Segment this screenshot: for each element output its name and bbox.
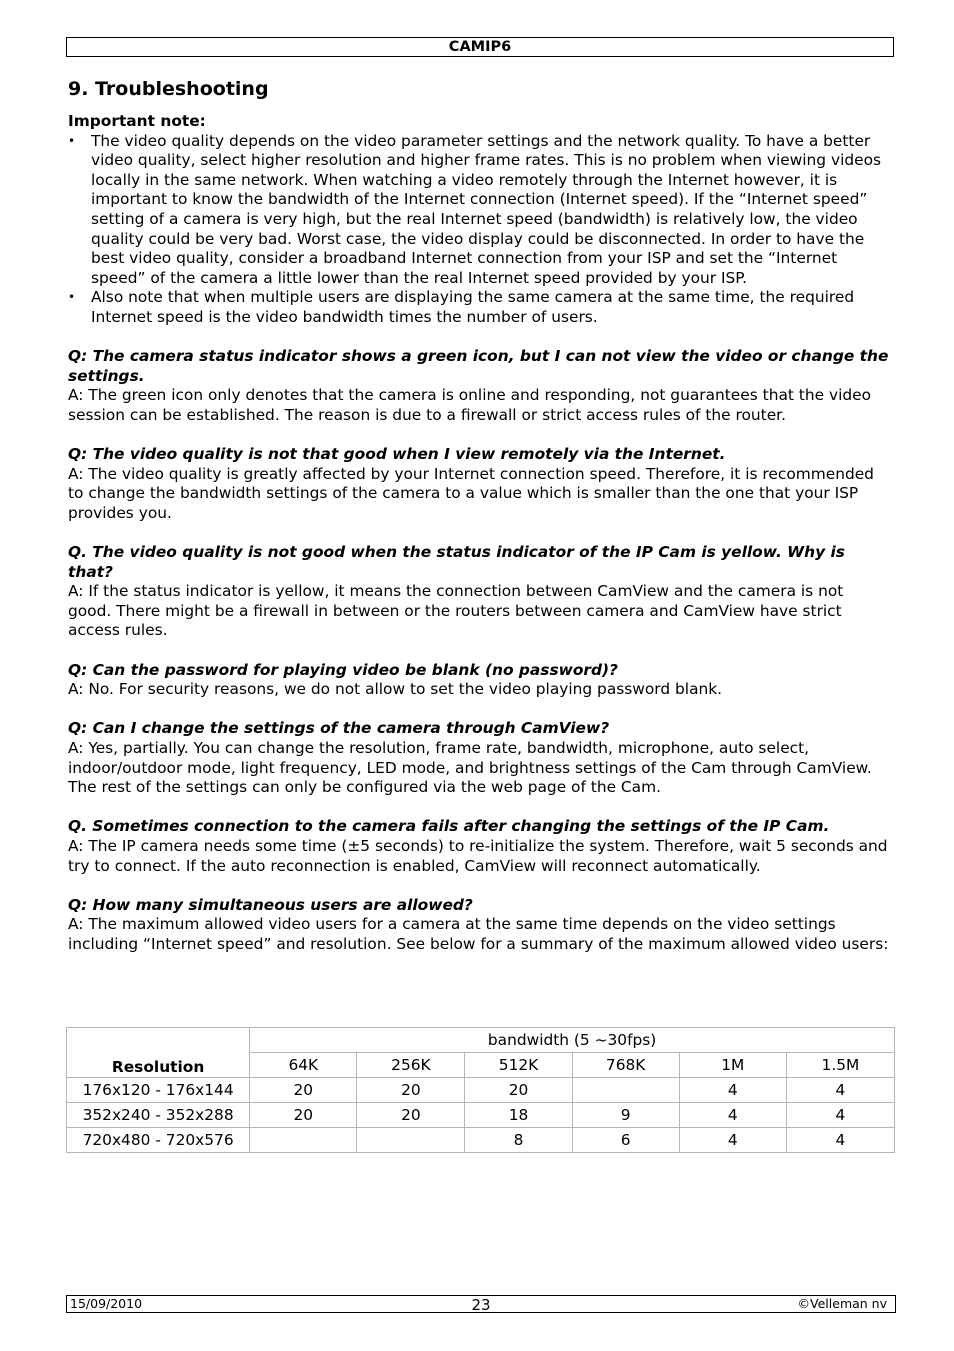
table-cell: 4 <box>679 1103 786 1128</box>
faq-item <box>68 661 890 700</box>
table-cell: 4 <box>679 1078 786 1103</box>
table-cell: 20 <box>357 1103 465 1128</box>
page-content <box>68 76 890 955</box>
bullet-icon: • <box>68 290 76 305</box>
footer-copyright: ©Velleman nv <box>797 1296 887 1311</box>
important-note-title: Important note: <box>68 112 206 130</box>
faq-question: Q. The video quality is not good when the status indicator of the IP Cam is yellow. Why is that? <box>68 543 845 581</box>
bullet-icon: • <box>68 133 76 148</box>
model-name: CAMIP6 <box>448 39 512 55</box>
important-note-list <box>68 132 890 328</box>
bandwidth-header: bandwidth (5 ~30fps) <box>250 1028 895 1053</box>
note-text: Also note that when multiple users are displaying the same camera at the same time, the required Internet speed is the video bandwidth times the number of users. <box>91 288 855 326</box>
faq-item <box>68 347 890 425</box>
row-label: 352x240 - 352x288 <box>67 1103 250 1128</box>
table-cell: 4 <box>786 1128 894 1153</box>
table-cell: 20 <box>250 1103 357 1128</box>
table-cell: 8 <box>465 1128 572 1153</box>
table-cell: 6 <box>572 1128 679 1153</box>
column-header: 768K <box>572 1053 679 1078</box>
table-cell: 4 <box>679 1128 786 1153</box>
faq-item <box>68 445 890 523</box>
table-row <box>67 1078 895 1103</box>
section-title: 9. Troubleshooting <box>68 78 269 100</box>
faq-item <box>68 719 890 797</box>
row-label: 176x120 - 176x144 <box>67 1078 250 1103</box>
faq-question: Q: The camera status indicator shows a green icon, but I can not view the video or change the settings. <box>68 347 889 385</box>
faq-answer: A: The video quality is greatly affected by your Internet connection speed. Therefore, it is recommended to change the bandwidth settings of the camera to a value which is smaller than the one that your ISP provides you. <box>68 464 874 522</box>
footer-date: 15/09/2010 <box>70 1296 143 1311</box>
table-header-row <box>67 1028 895 1053</box>
list-item <box>68 288 890 327</box>
column-header: 64K <box>250 1053 357 1078</box>
faq-item <box>68 543 890 641</box>
list-item <box>68 132 890 289</box>
table-cell: 4 <box>786 1078 894 1103</box>
table-cell <box>357 1128 465 1153</box>
table-cell <box>572 1078 679 1103</box>
table-cell: 20 <box>357 1078 465 1103</box>
table-cell: 4 <box>786 1103 894 1128</box>
faq-question: Q. Sometimes connection to the camera fails after changing the settings of the IP Cam. <box>68 817 830 836</box>
faq-answer: A: The IP camera needs some time (±5 seconds) to re-initialize the system. Therefore, wait 5 seconds and try to connect. If the auto reconnection is enabled, CamView will reconnect automatically. <box>68 836 888 875</box>
faq-answer: A: Yes, partially. You can change the resolution, frame rate, bandwidth, microphone, auto select, indoor/outdoor mode, light frequency, LED mode, and brightness settings of the Cam through CamView. The rest of the settings can only be configured via the web page of the Cam. <box>68 739 872 797</box>
column-header: 1M <box>679 1053 786 1078</box>
faq-question: Q: The video quality is not that good when I view remotely via the Internet. <box>68 445 726 464</box>
table-row <box>67 1103 895 1128</box>
row-label: 720x480 - 720x576 <box>67 1128 250 1153</box>
faq-answer: A: No. For security reasons, we do not allow to set the video playing password blank. <box>68 680 723 699</box>
max-users-table <box>66 1027 895 1153</box>
table-cell: 9 <box>572 1103 679 1128</box>
faq-question: Q: Can I change the settings of the camera through CamView? <box>68 719 610 738</box>
column-header: 1.5M <box>786 1053 894 1078</box>
document-header <box>66 37 894 57</box>
faq-item <box>68 817 890 876</box>
faq-question: Q: How many simultaneous users are allowed? <box>68 895 473 914</box>
document-footer <box>66 1295 896 1313</box>
table-cell: 18 <box>465 1103 572 1128</box>
faq-answer: A: The maximum allowed video users for a camera at the same time depends on the video settings including “Internet speed” and resolution. See below for a summary of the maximum allowed video users: <box>68 915 889 953</box>
table-cell: 20 <box>465 1078 572 1103</box>
note-text: The video quality depends on the video parameter settings and the network quality. To have a better video quality, select higher resolution and higher frame rates. This is no problem when viewing videos locally in the same network. When watching a video remotely through the Internet however, it is important to know the bandwidth of the Internet connection (Internet speed). If the “Internet speed” setting of a camera is very high, but the real Internet speed (bandwidth) is relatively low, the video quality could be very bad. Worst case, the video display could be disconnected. In order to have the best video quality, consider a broadband Internet connection from your ISP and set the “Internet speed” of the camera a little lower than the real Internet speed provided by your ISP. <box>91 131 882 287</box>
table-cell: 20 <box>250 1078 357 1103</box>
faq-question: Q: Can the password for playing video be blank (no password)? <box>68 660 618 679</box>
column-header: 512K <box>465 1053 572 1078</box>
table-row <box>67 1128 895 1153</box>
resolution-header: Resolution <box>67 1028 250 1078</box>
table-cell <box>250 1128 357 1153</box>
faq-answer: A: The green icon only denotes that the camera is online and responding, not guarantees that the video session can be established. The reason is due to a firewall or strict access rules of the router. <box>68 386 871 424</box>
column-header: 256K <box>357 1053 465 1078</box>
faq-answer: A: If the status indicator is yellow, it means the connection between CamView and the camera is not good. There might be a firewall in between or the routers between camera and CamView have strict access rules. <box>68 582 844 640</box>
faq-item <box>68 896 890 955</box>
page-number: 23 <box>471 1296 491 1314</box>
